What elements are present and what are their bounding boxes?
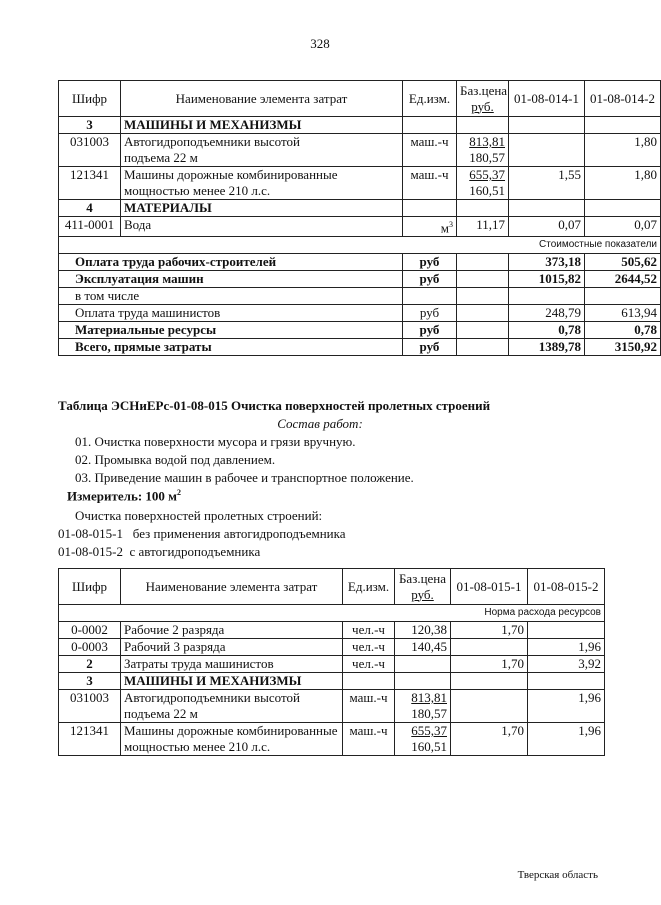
cost-v1: 1389,78 (509, 339, 585, 356)
row-name: Рабочий 3 разряда (121, 639, 343, 656)
section-row (59, 117, 661, 134)
row-code: 031003 (59, 690, 121, 723)
table-title: Таблица ЭСНиЕРс-01-08-015 Очистка поверхностей пролетных строений (58, 398, 491, 413)
cost-v2: 2644,52 (585, 271, 661, 288)
row-price: 11,17 (457, 217, 509, 237)
section-row (59, 200, 661, 217)
price-top: 655,37 (411, 723, 447, 738)
variant-line (58, 526, 346, 542)
table-row (59, 723, 605, 756)
cost-row (59, 322, 661, 339)
cost-unit: руб (403, 254, 457, 271)
cost-v2: 613,94 (585, 305, 661, 322)
cost-v1: 373,18 (509, 254, 585, 271)
row-code: 121341 (59, 723, 121, 756)
cost-name: Эксплуатация машин (59, 271, 403, 288)
row-unit: маш.-ч (403, 134, 457, 167)
row-v2 (528, 622, 605, 639)
cost-unit: руб (403, 339, 457, 356)
table-row (59, 690, 605, 723)
row-unit: чел.-ч (343, 639, 395, 656)
row-v1 (509, 134, 585, 167)
row-name: Рабочие 2 разряда (121, 622, 343, 639)
row-code: 0-0003 (59, 639, 121, 656)
cost-v1: 1015,82 (509, 271, 585, 288)
row-name: Вода (121, 217, 403, 237)
variant-text: без применения автогидроподъемника (132, 526, 346, 541)
table-row (59, 656, 605, 673)
row-name-line1: Машины дорожные комбинированные (124, 167, 338, 182)
price-bottom: 180,57 (469, 150, 505, 165)
row-name-line1: Автогидроподъемники высотой (124, 134, 300, 149)
page-number: 328 (310, 36, 330, 51)
work-item: 03. Приведение машин в рабочее и транспортное положение. (75, 470, 414, 485)
row-v2: 1,96 (528, 639, 605, 656)
cost-row (59, 339, 661, 356)
norm-bar-row (59, 605, 605, 622)
header-col2: 01-08-014-2 (585, 81, 661, 117)
object-line: Очистка поверхностей пролетных строений: (75, 508, 323, 523)
cost-v2: 3150,92 (585, 339, 661, 356)
cost-name: Оплата труда машинистов (59, 305, 403, 322)
row-unit: маш.-ч (343, 723, 395, 756)
row-name-line1: Машины дорожные комбинированные (124, 723, 338, 738)
table-01-08-015 (58, 568, 605, 756)
row-name (121, 690, 343, 723)
header-price-line2: руб. (471, 98, 494, 114)
variant-code: 01-08-015-2 (58, 544, 123, 559)
meter-label (67, 488, 181, 504)
row-name-line2: мощностью менее 210 л.с. (124, 183, 271, 198)
header-name: Наименование элемента затрат (121, 569, 343, 605)
work-item: 02. Промывка водой под давлением. (75, 452, 276, 467)
variant-code: 01-08-015-1 (58, 526, 123, 541)
row-price: 120,38 (395, 622, 451, 639)
cost-v2: 0,78 (585, 322, 661, 339)
cost-unit: руб (403, 305, 457, 322)
cost-name: в том числе (59, 288, 403, 305)
row-code: 2 (59, 656, 121, 673)
section-code: 3 (59, 673, 121, 690)
cost-row (59, 288, 661, 305)
header-name: Наименование элемента затрат (121, 81, 403, 117)
row-unit (403, 217, 457, 237)
header-unit: Ед.изм. (343, 569, 395, 605)
row-name (121, 134, 403, 167)
unit-base: м (440, 220, 449, 236)
row-v1 (451, 639, 528, 656)
row-name: Затраты труда машинистов (121, 656, 343, 673)
cost-v2: 505,62 (585, 254, 661, 271)
row-v1: 1,70 (451, 723, 528, 756)
header-col1: 01-08-014-1 (509, 81, 585, 117)
row-name-line1: Автогидроподъемники высотой (124, 690, 300, 705)
row-code: 0-0002 (59, 622, 121, 639)
header-price-line2: руб. (411, 586, 434, 602)
meter-sup: 2 (177, 488, 182, 497)
cost-name: Материальные ресурсы (59, 322, 403, 339)
row-price (457, 134, 509, 167)
row-v1: 1,70 (451, 656, 528, 673)
table-row (59, 217, 661, 237)
row-v2: 1,96 (528, 723, 605, 756)
row-price: 140,45 (395, 639, 451, 656)
cost-unit: руб (403, 322, 457, 339)
cost-row (59, 305, 661, 322)
section-title: МАШИНЫ И МЕХАНИЗМЫ (121, 673, 343, 690)
row-v1: 1,70 (451, 622, 528, 639)
section-title: МАШИНЫ И МЕХАНИЗМЫ (121, 117, 403, 134)
cost-v1: 0,78 (509, 322, 585, 339)
price-top: 813,81 (411, 690, 447, 705)
row-name-line2: подъема 22 м (124, 150, 198, 165)
table-row (59, 622, 605, 639)
row-v1: 0,07 (509, 217, 585, 237)
row-unit: маш.-ч (343, 690, 395, 723)
row-unit: маш.-ч (403, 167, 457, 200)
row-code: 121341 (59, 167, 121, 200)
price-top: 655,37 (469, 167, 505, 182)
header-col2: 01-08-015-2 (528, 569, 605, 605)
variant-text: с автогидроподъемника (129, 544, 261, 559)
price-bottom: 160,51 (469, 183, 505, 198)
header-unit: Ед.изм. (403, 81, 457, 117)
row-unit: чел.-ч (343, 622, 395, 639)
cost-bar: Стоимостные показатели (59, 237, 661, 254)
variant-line (58, 544, 260, 560)
cost-row (59, 254, 661, 271)
region-footer: Тверская область (517, 869, 598, 881)
row-code: 411-0001 (59, 217, 121, 237)
row-price (457, 167, 509, 200)
row-name-line2: мощностью менее 210 л.с. (124, 739, 271, 754)
cost-name: Оплата труда рабочих-строителей (59, 254, 403, 271)
cost-bar-row (59, 237, 661, 254)
row-code: 031003 (59, 134, 121, 167)
row-price (395, 723, 451, 756)
price-bottom: 160,51 (411, 739, 447, 754)
cost-row (59, 271, 661, 288)
cost-unit: руб (403, 271, 457, 288)
row-unit: чел.-ч (343, 656, 395, 673)
row-v2: 1,96 (528, 690, 605, 723)
price-top: 813,81 (469, 134, 505, 149)
table-01-08-014 (58, 80, 661, 356)
header-col1: 01-08-015-1 (451, 569, 528, 605)
table-row (59, 167, 661, 200)
row-price (395, 656, 451, 673)
row-v1 (451, 690, 528, 723)
header-price-line1: Баз.цена (398, 570, 447, 586)
header-code: Шифр (59, 569, 121, 605)
meter-text: Измеритель: 100 м (67, 488, 178, 504)
norm-bar: Норма расхода ресурсов (59, 605, 605, 622)
row-v1: 1,55 (509, 167, 585, 200)
header-code: Шифр (59, 81, 121, 117)
header-price (457, 81, 509, 117)
section-title: МАТЕРИАЛЫ (121, 200, 403, 217)
section-code: 4 (59, 200, 121, 217)
unit-sup: 3 (449, 220, 453, 229)
section-code: 3 (59, 117, 121, 134)
row-name (121, 167, 403, 200)
row-v2: 1,80 (585, 167, 661, 200)
composition-label: Состав работ: (277, 416, 363, 431)
row-v2: 1,80 (585, 134, 661, 167)
section-row (59, 673, 605, 690)
cost-name: Всего, прямые затраты (59, 339, 403, 356)
header-price-line1: Баз.цена (460, 82, 508, 98)
work-item: 01. Очистка поверхности мусора и грязи вручную. (75, 434, 356, 449)
row-price (395, 690, 451, 723)
row-name-line2: подъема 22 м (124, 706, 198, 721)
table-row (59, 134, 661, 167)
row-v2: 0,07 (585, 217, 661, 237)
cost-v1: 248,79 (509, 305, 585, 322)
row-v2: 3,92 (528, 656, 605, 673)
table-row (59, 639, 605, 656)
header-price (395, 569, 451, 605)
price-bottom: 180,57 (411, 706, 447, 721)
row-name (121, 723, 343, 756)
